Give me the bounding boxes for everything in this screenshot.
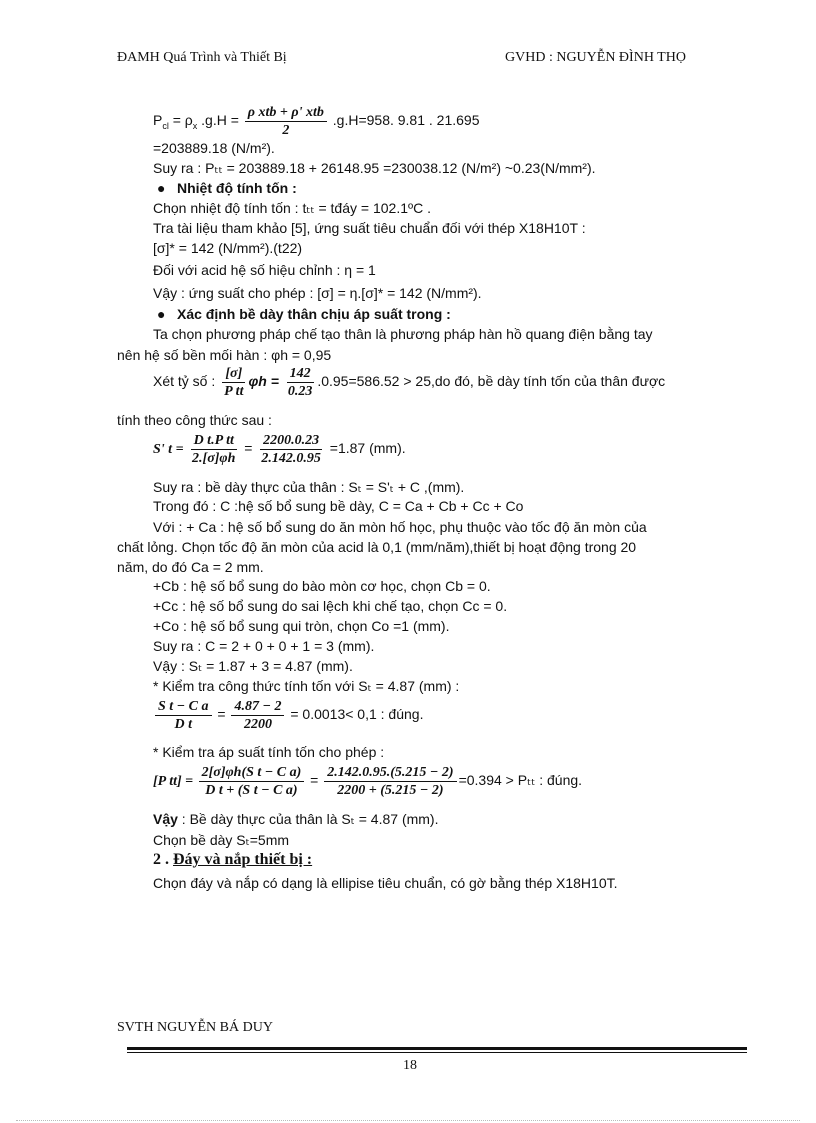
fraction: $\frac{[\sigma]}{\text{P tt}}$ [224,366,244,399]
text-line: Suy ra : C = 2 + 0 + 0 + 1 = 3 (mm). [153,638,375,654]
text-line: Vậy : Bề dày thực của thân là Sₜ = 4.87 (mm). [153,811,439,827]
text-line: chất lỏng. Chọn tốc độ ăn mòn của acid là 0,1 (mm/năm),thiết bị hoạt động trong 20 [117,539,637,555]
fraction: $\frac{\text{S t − C a}}{\text{D t}}$ [155,698,212,733]
formula-thickness: S' t = $\frac{\text{D t.P tt}}{2.[\sigma]\varphi h}$ = $\frac{2200.0.23}{2.142.0.95}$ =1.87 (mm). [153,433,406,466]
text-line: Đối với acid hệ số hiệu chỉnh : η = 1 [153,262,376,278]
bullet-heading: ● Nhiệt độ tính tốn : [157,180,297,196]
text-line: Suy ra : Pₜₜ = 203889.18 + 26148.95 =230038.12 (N/m²) ~0.23(N/mm²). [153,160,596,176]
bullet-heading: ● Xác định bề dày thân chịu áp suất trong : [157,306,451,322]
bullet-icon: ● [157,180,166,196]
text-line: * Kiểm tra công thức tính tốn với Sₜ = 4.87 (mm) : [153,678,460,694]
fraction: $\frac{142}{0.23}$ [287,366,313,399]
page-edge [16,1120,800,1121]
text-line: +Cb : hệ số bổ sung do bào mòn cơ học, chọn Cb = 0. [153,578,491,594]
text-line: =203889.18 (N/m²). [153,140,275,156]
text-line: +Cc : hệ số bổ sung do sai lệch khi chế tạo, chọn Cc = 0. [153,598,508,614]
fraction: $\frac{2200.0.23}{2.142.0.95}$ [261,433,321,466]
footer-rule-thin [127,1052,747,1053]
fraction: $\frac{\text{2[σ]φh(S t − C a)}}{\text{D t + (S t − C a)}}$ [199,764,305,799]
header-left: ĐAMH Quá Trình và Thiết Bị [117,50,287,65]
formula-ratio: Xét tỷ số : $\frac{[\sigma]}{\text{P tt}}$ φh = $\frac{142}{0.23}$ .0.95=586.52 > 25,do đó, bề dày tính tốn của thân được [153,366,666,399]
fraction: $\frac{4.87 - 2}{2200}$ [231,698,284,733]
text-line: Với : + Ca : hệ số bổ sung do ăn mòn hố học, phụ thuộc vào tốc độ ăn mòn của [153,519,647,535]
text-line: Vậy : ứng suất cho phép : [σ] = η.[σ]* = 142 (N/mm²). [153,285,482,301]
text-line: Trong đó : C :hệ số bổ sung bề dày, C = Ca + Cb + Cc + Co [153,498,524,514]
text-line: năm, do đó Ca = 2 mm. [117,559,264,575]
text-line: Tra tài liệu tham khảo [5], ứng suất tiêu chuẩn đối với thép X18H10T : [153,220,586,236]
text-line: * Kiểm tra áp suất tính tốn cho phép : [153,744,385,760]
bullet-icon: ● [157,306,166,322]
text-line: tính theo công thức sau : [117,412,272,428]
formula-pcl: $P_{cl} = \rho_x$ .g.H = $\frac{\text{ρ xtb + ρ' xtb}}{2}$ .g.H=958. 9.81 . 21.695 [153,105,480,138]
section-heading: 2 . Đáy và nắp thiết bị : [153,851,313,868]
text-line: Suy ra : bề dày thực của thân : Sₜ = S'ₜ + C ,(mm). [153,479,465,495]
page-number: 18 [403,1058,417,1073]
text-line: Chọn đáy và nắp có dạng là ellipise tiêu chuẩn, có gờ bằng thép X18H10T. [153,875,618,891]
formula-check: $\frac{\text{S t − C a}}{\text{D t}}$ = $\frac{4.87 - 2}{2200}$ = 0.0013< 0,1 : đúng. [153,698,423,733]
text-line: Ta chọn phương pháp chế tạo thân là phương pháp hàn hồ quang điện bằng tay [153,326,653,342]
fraction: $\frac{2.142.0.95.(5.215 - 2)}{2200 + (5.215 - 2)}$ [324,764,456,799]
text-line: +Co : hệ số bổ sung qui tròn, chọn Co =1 (mm). [153,618,450,634]
header-right: GVHD : NGUYỄN ĐÌNH THỌ [505,50,686,65]
text-line: Chọn bề dày Sₜ=5mm [153,832,290,848]
text-line: [σ]* = 142 (N/mm²).(t22) [153,240,303,256]
fraction: $\frac{\text{D t.P tt}}{2.[\sigma]\varphi h}$ [192,433,236,466]
text-line: nên hệ số bền mối hàn : φh = 0,95 [117,347,332,363]
fraction: $\frac{\text{ρ xtb + ρ' xtb}}{2}$ [245,104,327,139]
text-line: Chọn nhiệt độ tính tốn : tₜₜ = tđáy = 102.1ºC . [153,200,431,216]
footer-rule [127,1047,747,1050]
footer-author: SVTH NGUYỄN BÁ DUY [117,1020,273,1035]
formula-pressure: [P tt] = $\frac{\text{2[σ]φh(S t − C a)}}{\text{D t + (S t − C a)}}$ = $\frac{2.142.0.95.(5.215 - 2)}{2200 + (5.215 - 2)}$ =0.394 > Pₜₜ : đúng. [153,765,583,798]
text-line: Vậy : Sₜ = 1.87 + 3 = 4.87 (mm). [153,658,353,674]
